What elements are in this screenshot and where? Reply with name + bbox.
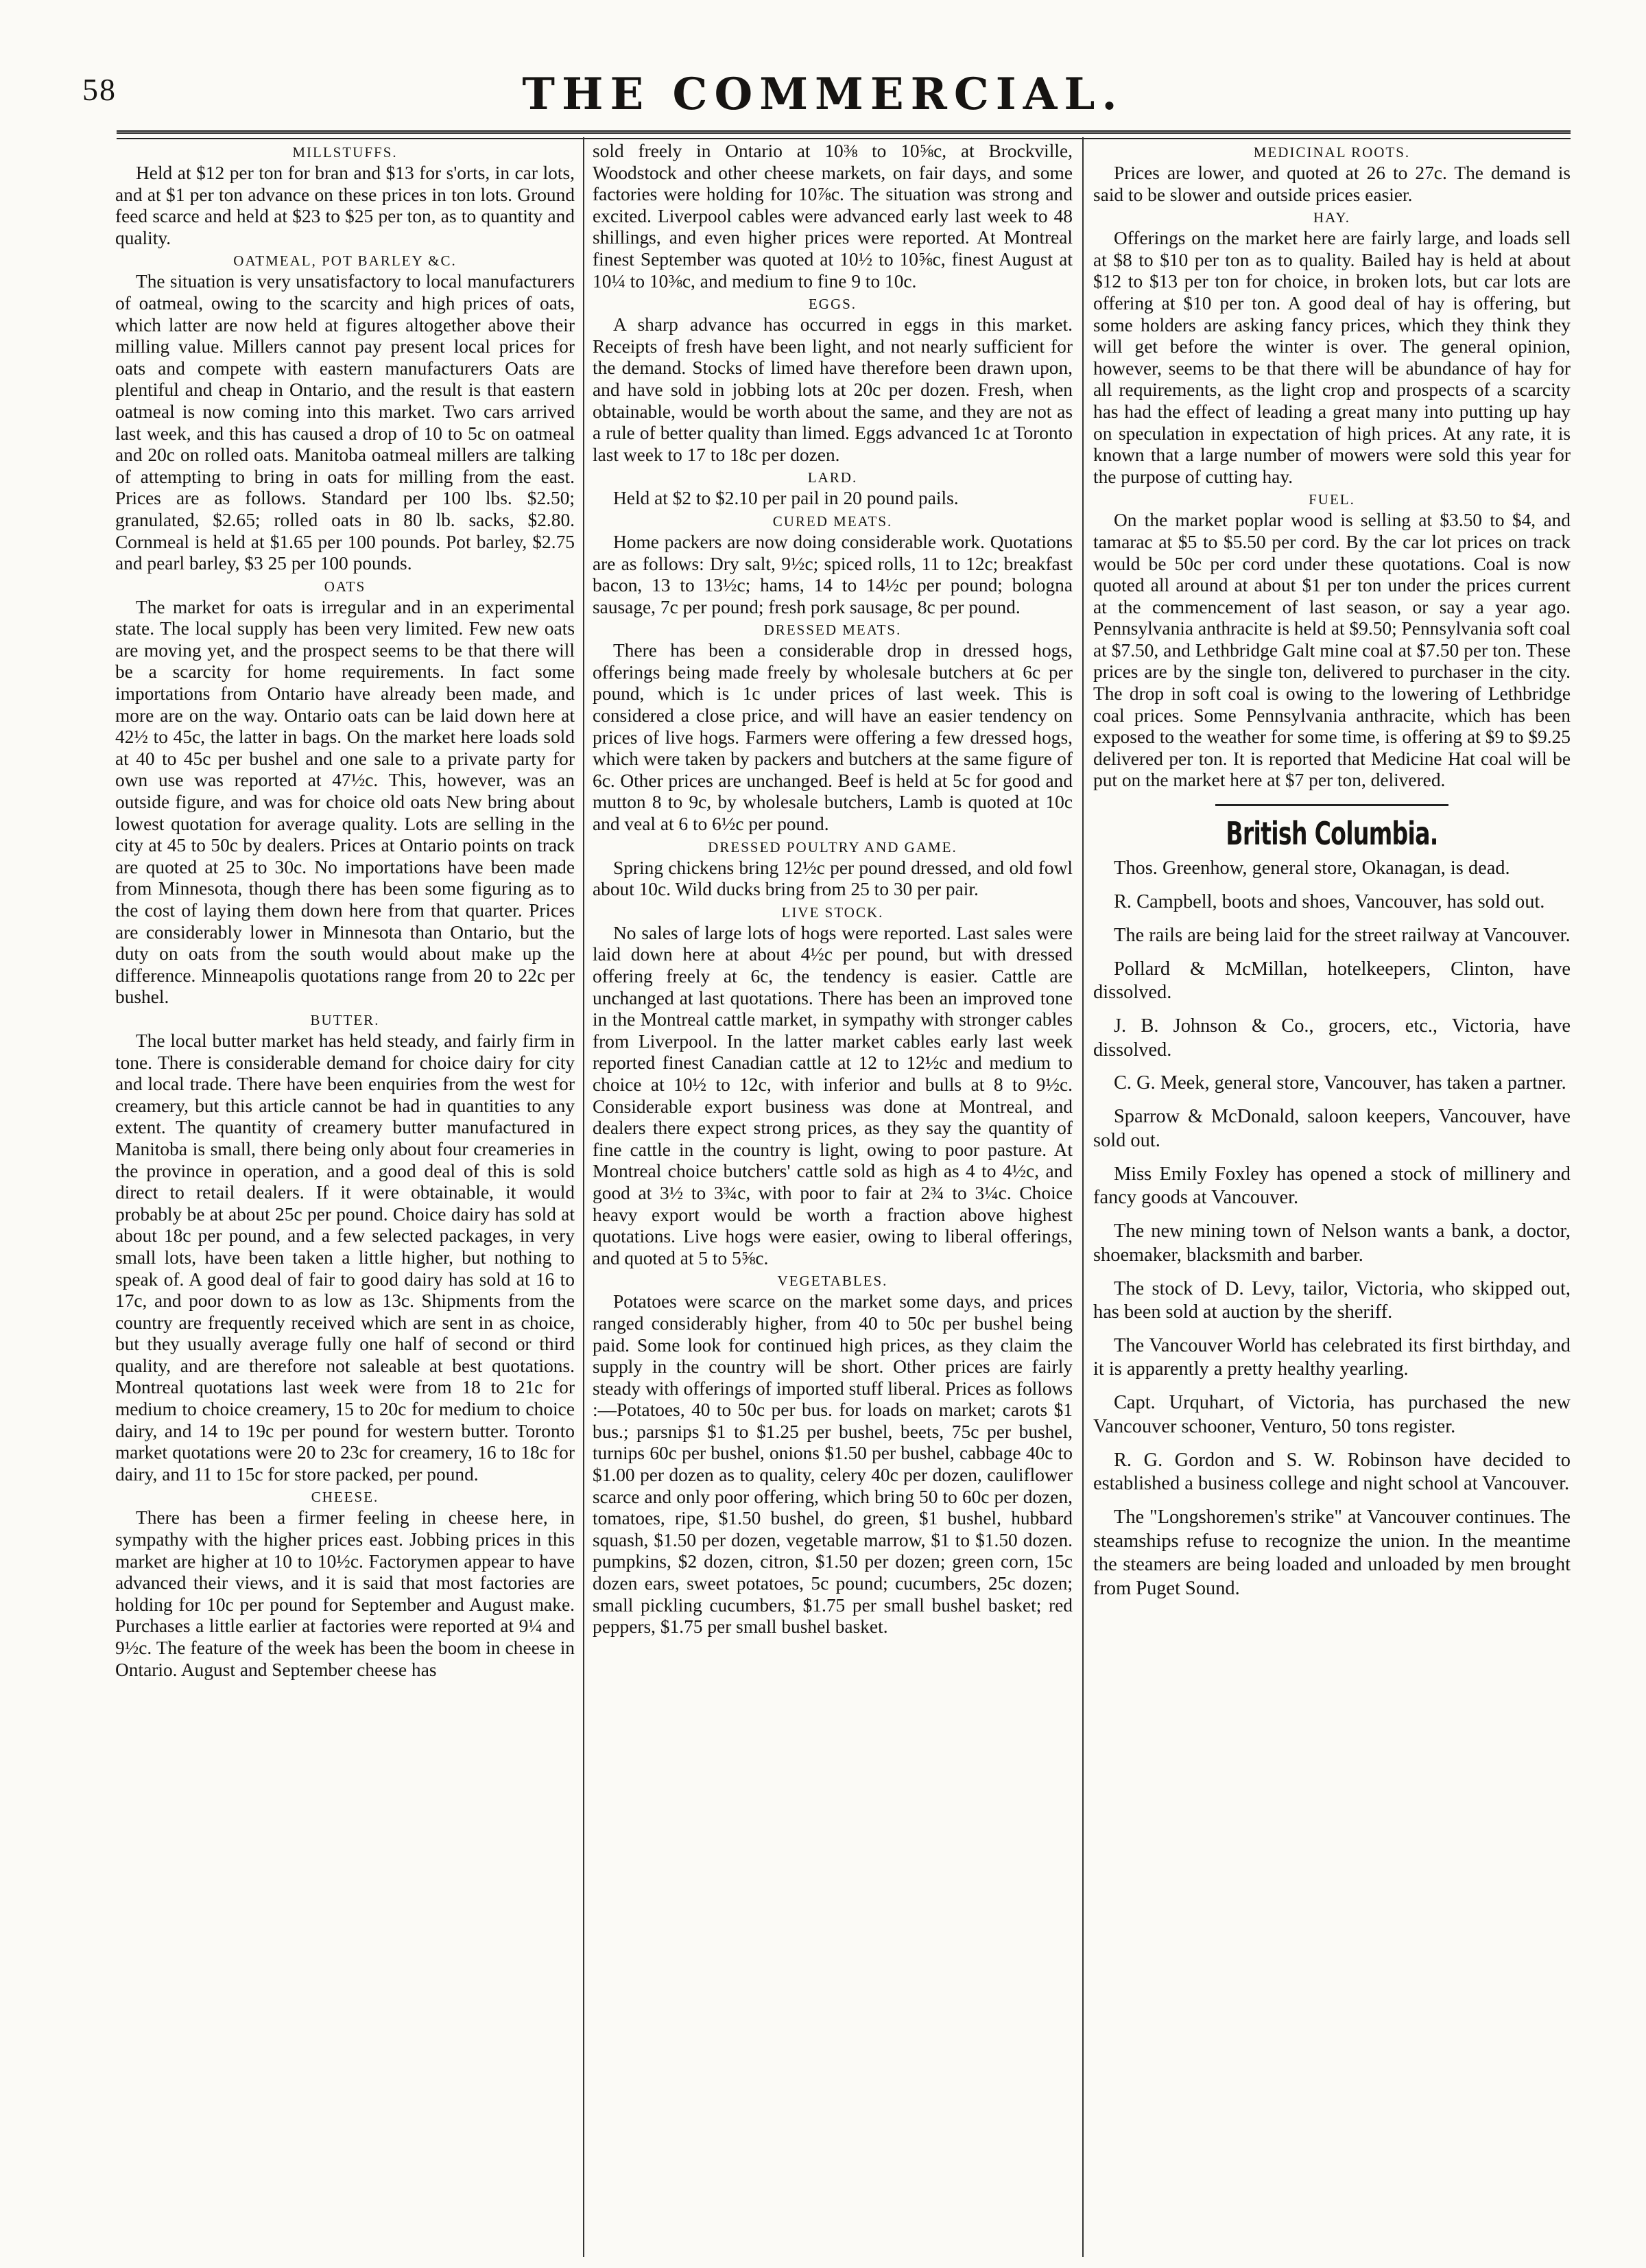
section-heading-vegetables: VEGETABLES. [777,1273,888,1290]
article-oatmeal: The situation is very unsatisfactory to local manufacturers of oatmeal, owing to the scarcity and high prices of oats, which latter are now held at figures altogether above their milling value. Millers cannot pay present local prices for oats and compete with eastern manufacturers Oats are plentiful and cheap in Ontario, and the result is that eastern oatmeal is now coming into this market. Two cars arrived last week, and this has caused a drop of 10 to 5c on oatmeal and 20c on rolled oats. Manitoba oatmeal millers are talking of attempting to bring in oats for milling from the east. Prices are as follows. Standard per 100 lbs. $2.50; granulated, $2.65; rolled oats in 80 lb. sacks, $2.80. Cornmeal is held at $1.65 per 100 pounds. Pot barley, $2.75 and pearl barley, $3 25 per 100 pounds. [115,271,575,574]
column-divider [583,137,584,2257]
british-columbia-news [1093,857,1571,1600]
section-heading-hay: HAY. [1313,209,1351,226]
header-rule [117,130,1571,139]
article-hay: Offerings on the market here are fairly large, and loads sell at $8 to $10 per ton as to quality. Bailed hay is held at about $12 to $13 per ton for choice, in broken lots, but car lots are offering at $10 per ton. A good deal of hay is offering, but some holders are asking fancy prices, which they think they will get before the winter is over. The general opinion, however, seems to be that there will be abundance of hay for all requirements, as the light crop and prospects of a scarcity has had the effect of leading a great many into putting up hay on speculation in expectation of high prices. At any rate, it is known that a large number of mowers were sold this year for the purpose of cutting hay. [1093,228,1571,487]
news-item: R. Campbell, boots and shoes, Vancouver, has sold out. [1114,890,1545,912]
column-3 [1093,141,1571,2254]
section-heading-cheese: CHEESE. [311,1489,379,1506]
article-vegetables: Potatoes were scarce on the market some days, and prices ranged considerably higher, from 40 to 50c per bushel being paid. Some look for continued high prices, as they claim the supply in the country will be short. Other prices are fairly steady with offerings of imported stuff liberal. Prices as follows :—Potatoes, 40 to 50c per bus. for loads on market; carots $1 bus.; parsnips $1 to $1.25 per bushel, beets, 75c per bushel, turnips 60c per bushel, onions $1.50 per bushel, cabbage 40c to $1.00 per dozen as to quality, celery 40c per dozen, cauliflower scarce and only poor offering, which bring 50 to 60c per dozen, tomatoes, ripe, $1.50 bushel, do green, $1 bushel, hubbard squash, $1.50 per dozen, vegetable marrow, $1 to $1.50 dozen. pumpkins, $2 dozen, citron, $1.50 per dozen; green corn, 15c dozen ears, sweet potatoes, 5c pound; cucumbers, 25c dozen; small pickling cucumbers, $1.75 per small bushel basket; red peppers, $1.75 per small bushel basket. [593,1291,1073,1638]
news-item: The Vancouver World has celebrated its first birthday, and it is apparently a pretty healthy yearling. [1093,1334,1571,1380]
article-cheese-continued: sold freely in Ontario at 10⅜ to 10⅝c, at Brockville, Woodstock and other cheese markets, on fair days, and some factories were holding for 10⅞c. The situation was strong and excited. Liverpool cables were advanced early last week to 48 shillings, and even higher prices were reported. At Montreal finest September was quoted at 10½ to 10⅝c, finest August at 10¼ to 10⅜c, and medium to fine 9 to 10c. [593,141,1073,292]
section-heading-eggs: EGGS. [808,296,857,313]
section-heading-dressed-meats: DRESSED MEATS. [763,622,902,639]
news-item: The new mining town of Nelson wants a bank, a doctor, shoemaker, blacksmith and barber. [1093,1220,1571,1266]
article-oats: The market for oats is irregular and in an experimental state. The local supply has been very limited. Few new oats are moving yet, and the prospect seems to be that there will be a scarcity for home requirements. In fact some importations from Ontario have already been made, and more are on the way. Ontario oats can be laid down here at 42½ to 45c, the latter in bags. On the market here loads sold at 40 to 45c per bushel and one sale to a private party for own use was reported at 47½c. This, however, was an outside figure, and was for choice old oats New bring about lowest quotation for average quality. Lots are selling in the city at 45 to 50c by dealers. Prices at Ontario points on track are quoted at 25 to 30c. No importations have been made from Minnesota, though there has been some figuring as to the cost of laying them down here from that quarter. Prices are considerably lower in Minnesota than Ontario, but the duty on oats from the south would about make up the difference. Minneapolis quotations range from 20 to 22c per bushel. [115,596,575,1008]
news-item: Pollard & McMillan, hotelkeepers, Clinton, have dissolved. [1093,958,1571,1004]
article-eggs: A sharp advance has occurred in eggs in this market. Receipts of fresh have been light, and not nearly sufficient for the demand. Stocks of limed have therefore been drawn upon, and have sold in jobbing lots at 20c per dozen. Fresh, when obtainable, would be worth about the same, and they are not as a rule of better quality than limed. Eggs advanced 1c at Toronto last week to 17 to 18c per dozen. [593,314,1073,465]
section-heading-british-columbia: British Columbia. [1226,815,1438,853]
news-item: Capt. Urquhart, of Victoria, has purchased the new Vancouver schooner, Venturo, 50 tons register. [1093,1392,1571,1437]
section-heading-cured-meats: CURED MEATS. [772,512,893,530]
article-millstuffs: Held at $12 per ton for bran and $13 for s'orts, in car lots, and at $1 per ton advance on these prices in ton lots. Ground feed scarce and held at $23 to $25 per ton, as to quantity and quality. [115,163,575,248]
article-butter: The local butter market has held steady, and fairly firm in tone. There is considerable demand for choice dairy for city and local trade. There have been enquiries from the west for creamery, but this article cannot be had in quantities to any extent. The quantity of creamery butter manufactured in Manitoba is small, there being only about four creameries in the province in operation, and a good deal of this is sold direct to retail dealers. If it were obtainable, it would probably be at about 25c per pound. Choice dairy has sold at about 18c per pound, and a few selected packages, in very small lots, have been taken a little higher, but nothing to speak of. A good deal of fair to good dairy has sold at 16 to 17c, and poor down to as low as 13c. Shipments from the country are frequently received which are sent in as choice, but they usually average fully one half of second or third quality, and are therefore not saleable at best quotations. Montreal quotations last week were from 18 to 21c for medium to choice creamery, 15 to 20c for medium to choice dairy, and 14 to 19c per pound for western butter. Toronto market quotations were 20 to 23c for creamery, 16 to 18c for dairy, and 11 to 15c for store packed, per pound. [115,1030,575,1485]
news-item: The stock of D. Levy, tailor, Victoria, who skipped out, has been sold at auction by the sheriff. [1093,1277,1571,1323]
section-heading-oatmeal: OATMEAL, POT BARLEY &C. [233,252,457,270]
page-number: 58 [82,72,117,107]
section-heading-poultry: DRESSED POULTRY AND GAME. [708,838,957,855]
section-heading-medicinal-roots: MEDICINAL ROOTS. [1253,144,1411,161]
section-divider [1215,804,1448,806]
news-item: Thos. Greenhow, general store, Okanagan, is dead. [1114,858,1510,879]
news-item: The rails are being laid for the street railway at Vancouver. [1114,924,1571,946]
section-heading-fuel: FUEL. [1309,491,1355,508]
article-cheese: There has been a firmer feeling in cheese here, in sympathy with the higher prices east. Jobbing prices in this market are higher at 10 to 10½c. Factorymen appear to have advanced their views, and it is said that most factories are holding for 10c per pound for September and August make. Purchases a little earlier at factories were reported at 9¼ and 9½c. The feature of the week has been the boom in cheese in Ontario. August and September cheese has [115,1507,575,1680]
section-heading-oats: OATS [324,578,366,595]
column-2 [593,141,1073,2254]
news-item: The "Longshoremen's strike" at Vancouver continues. The steamships refuse to recognize the union. In the meantime the steamers are being loaded and unloaded by men brought from Puget Sound. [1093,1507,1571,1599]
section-heading-millstuffs: MILLSTUFFS. [292,144,398,161]
article-cured-meats: Home packers are now doing considerable work. Quotations are as follows: Dry salt, 9½c; spiced rolls, 11 to 12c; breakfast bacon, 13 to 13½c; hams, 14 to 14½c per pound; bologna sausage, 7c per pound; fresh pork sausage, 8c per pound. [593,531,1073,617]
article-medicinal-roots: Prices are lower, and quoted at 26 to 27c. The demand is said to be slower and outside prices easier. [1093,163,1571,205]
section-heading-butter: BUTTER. [310,1011,380,1028]
news-item: C. G. Meek, general store, Vancouver, has taken a partner. [1114,1072,1566,1094]
article-dressed-meats: There has been a considerable drop in dressed hogs, offerings being made freely by wholesale butchers at 6c per pound, which is 1c under prices of last week. This is considered a close price, and will have an easier tendency on prices of live hogs. Farmers were offering a few dressed hogs, which were taken by packers and butchers at the same figure of 6c. Other prices are unchanged. Beef is held at 5c for good and mutton 8 to 9c, by wholesale butchers, Lamb is quoted at 10c and veal at 6 to 6½c per pound. [593,640,1073,835]
article-fuel: On the market poplar wood is selling at $3.50 to $4, and tamarac at $5 to $5.50 per cord. By the car lot prices on track would be 50c per cord under these quotations. Coal is now quoted all around at about $1 per ton under the prices current at the commencement of last season, or say a year ago. Pennsylvania anthracite is held at $9.50; Pennsylvania soft coal at $7.50, and Lethbridge Galt mine coal at $7.50 per ton. These prices are by the single ton, delivered to purchaser in the city. The drop in soft coal is owing to the lowering of Lethbridge coal prices. Some Pennsylvania anthracite, which has been exposed to the weather for some time, is offering at $9 to $9.25 delivered per ton. It is reported that Medicine Hat coal will be put on the market here at $7 per ton, delivered. [1093,510,1571,791]
section-heading-live-stock: LIVE STOCK. [781,903,884,921]
article-live-stock: No sales of large lots of hogs were reported. Last sales were laid down here at about 4½c per pound, but with dressed offering freely at 6c, the tendency is easier. Cattle are unchanged at last quotations. There has been an improved tone in the Montreal cattle market, in sympathy with stronger cables from Liverpool. In the latter market cables early last week reported finest Canadian cattle at 12 to 12½c and medium to choice at 10½ to 12c, with inferior and bulls at 8 to 9½c. Considerable export business was done at Montreal, and dealers there expect strong prices, as they say the quantity of fine cattle in the country is light, owing to poor pasture. At Montreal choice butchers' cattle sold as high as 4 to 4½c, and good at 3½ to 3¾c, with poor to fair at 2¾ to 3¼c. Choice heavy export would be worth a fraction above highest quotations. Live hogs were easier, owing to liberal offerings, and quoted at 5 to 5⅝c. [593,922,1073,1268]
article-lard: Held at $2 to $2.10 per pail in 20 pound pails. [613,488,959,509]
news-item: R. G. Gordon and S. W. Robinson have decided to established a business college and night school at Vancouver. [1093,1449,1571,1495]
news-item: Sparrow & McDonald, saloon keepers, Vancouver, have sold out. [1093,1106,1571,1151]
masthead-title: THE COMMERCIAL. [522,69,1124,120]
news-item: J. B. Johnson & Co., grocers, etc., Victoria, have dissolved. [1093,1015,1571,1061]
column-divider [1082,137,1084,2257]
news-item: Miss Emily Foxley has opened a stock of millinery and fancy goods at Vancouver. [1093,1163,1571,1209]
section-heading-lard: LARD. [807,469,858,486]
column-1 [115,141,575,2254]
article-poultry: Spring chickens bring 12½c per pound dressed, and old fowl about 10c. Wild ducks bring from 25 to 30 per pair. [593,857,1073,900]
